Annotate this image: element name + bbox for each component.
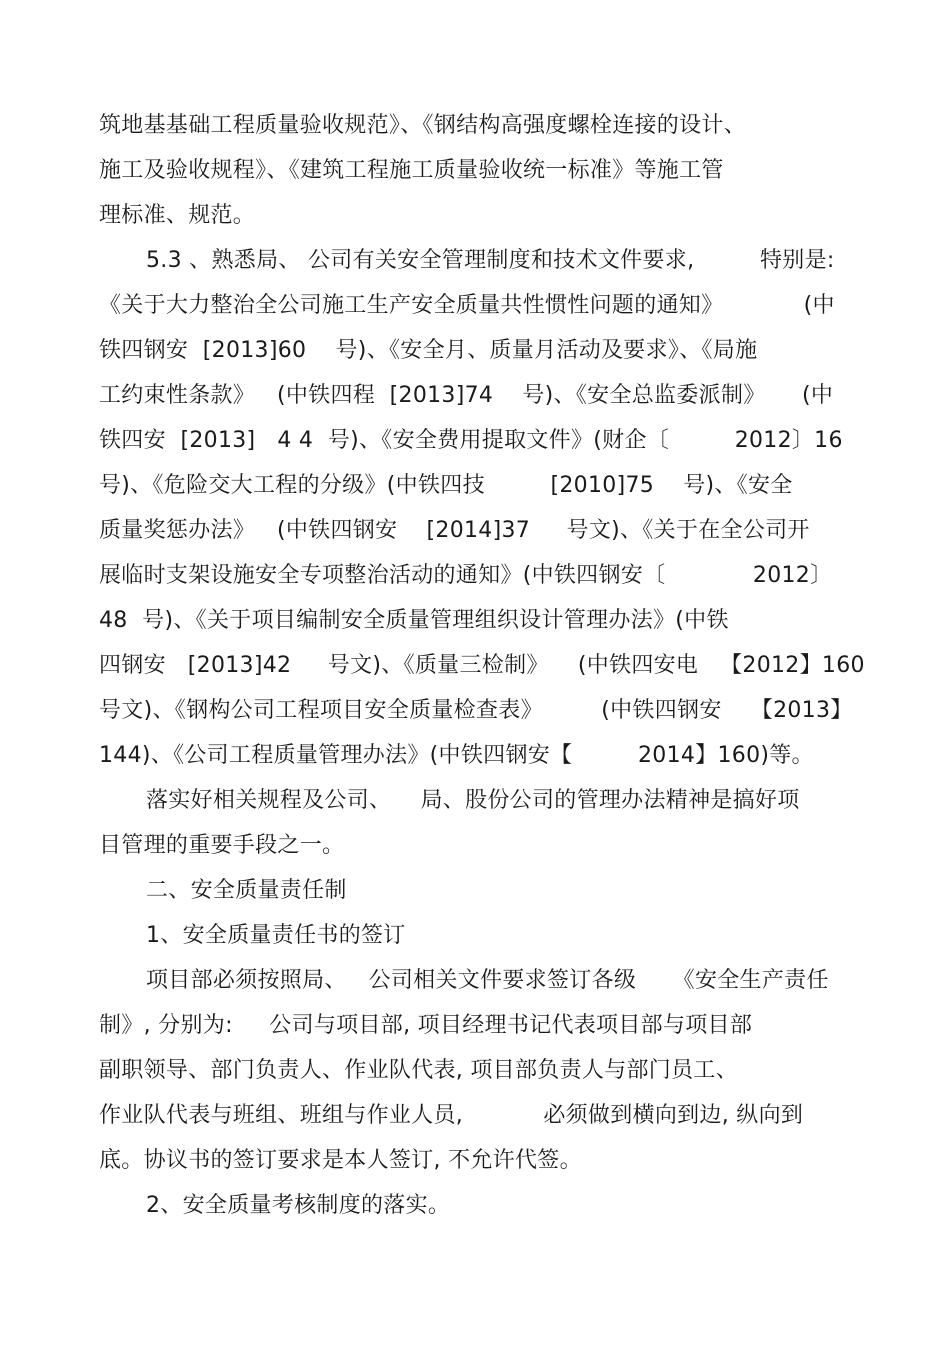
- text-line-24: 底。协议书的签订要求是本人签订, 不允许代签。: [99, 1148, 582, 1173]
- text-line-22: 副职领导、部门负责人、作业队代表, 项目部负责人与部门员工、: [99, 1058, 738, 1083]
- text-line-8: 铁四安 [2013] 4 4 号)、《安全费用提取文件》(财企〔 2012〕16: [99, 428, 843, 453]
- text-line-14: 号文)、《钢构公司工程项目安全质量检查表》 (中铁四钢安 【2013】: [99, 698, 853, 723]
- text-line-10: 质量奖惩办法》 (中铁四钢安 [2014]37 号文)、《关于在全公司开: [99, 518, 810, 543]
- text-line-5: 《关于大力整治全公司施工生产安全质量共性惯性问题的通知》 (中: [99, 293, 835, 318]
- text-line-17: 目管理的重要手段之一。: [99, 833, 345, 858]
- text-line-9: 号)、《危险交大工程的分级》(中铁四技 [2010]75 号)、《安全: [99, 473, 793, 498]
- text-line-6: 铁四钢安 [2013]60 号)、《安全月、质量月活动及要求》、《局施: [99, 338, 758, 363]
- text-line-12: 48 号)、《关于项目编制安全质量管理组织设计管理办法》(中铁: [99, 608, 729, 633]
- paragraph-line-16: 落实好相关规程及公司、 局、股份公司的管理办法精神是搞好项: [146, 788, 800, 813]
- section-heading-2: 二、安全质量责任制: [146, 878, 347, 903]
- text-line-1: 筑地基基础工程质量验收规范》、《钢结构高强度螺栓连接的设计、: [99, 113, 747, 138]
- subsection-heading-1: 1、安全质量责任书的签订: [146, 923, 406, 948]
- text-line-21: 制》, 分别为: 公司与项目部, 项目经理书记代表项目部与项目部: [99, 1013, 753, 1038]
- subsection-heading-2: 2、安全质量考核制度的落实。: [146, 1193, 451, 1218]
- section-5-3-line: 5.3 、熟悉局、 公司有关安全管理制度和技术文件要求, 特别是:: [146, 248, 835, 273]
- text-line-23: 作业队代表与班组、班组与作业人员, 必须做到横向到边, 纵向到: [99, 1103, 804, 1128]
- text-line-3: 理标准、规范。: [99, 203, 256, 228]
- text-line-15: 144)、《公司工程质量管理办法》(中铁四钢安【 2014】160)等。: [99, 743, 814, 768]
- paragraph-line-20: 项目部必须按照局、 公司相关文件要求签订各级 《安全生产责任: [146, 968, 829, 993]
- text-line-11: 展临时支架设施安全专项整治活动的通知》(中铁四钢安〔 2012〕: [99, 563, 833, 588]
- text-line-13: 四钢安 [2013]42 号文)、《质量三检制》 (中铁四安电 【2012】160: [99, 653, 865, 678]
- text-line-2: 施工及验收规程》、《建筑工程施工质量验收统一标准》等施工管: [99, 158, 724, 183]
- text-line-7: 工约束性条款》 (中铁四程 [2013]74 号)、《安全总监委派制》 (中: [99, 383, 834, 408]
